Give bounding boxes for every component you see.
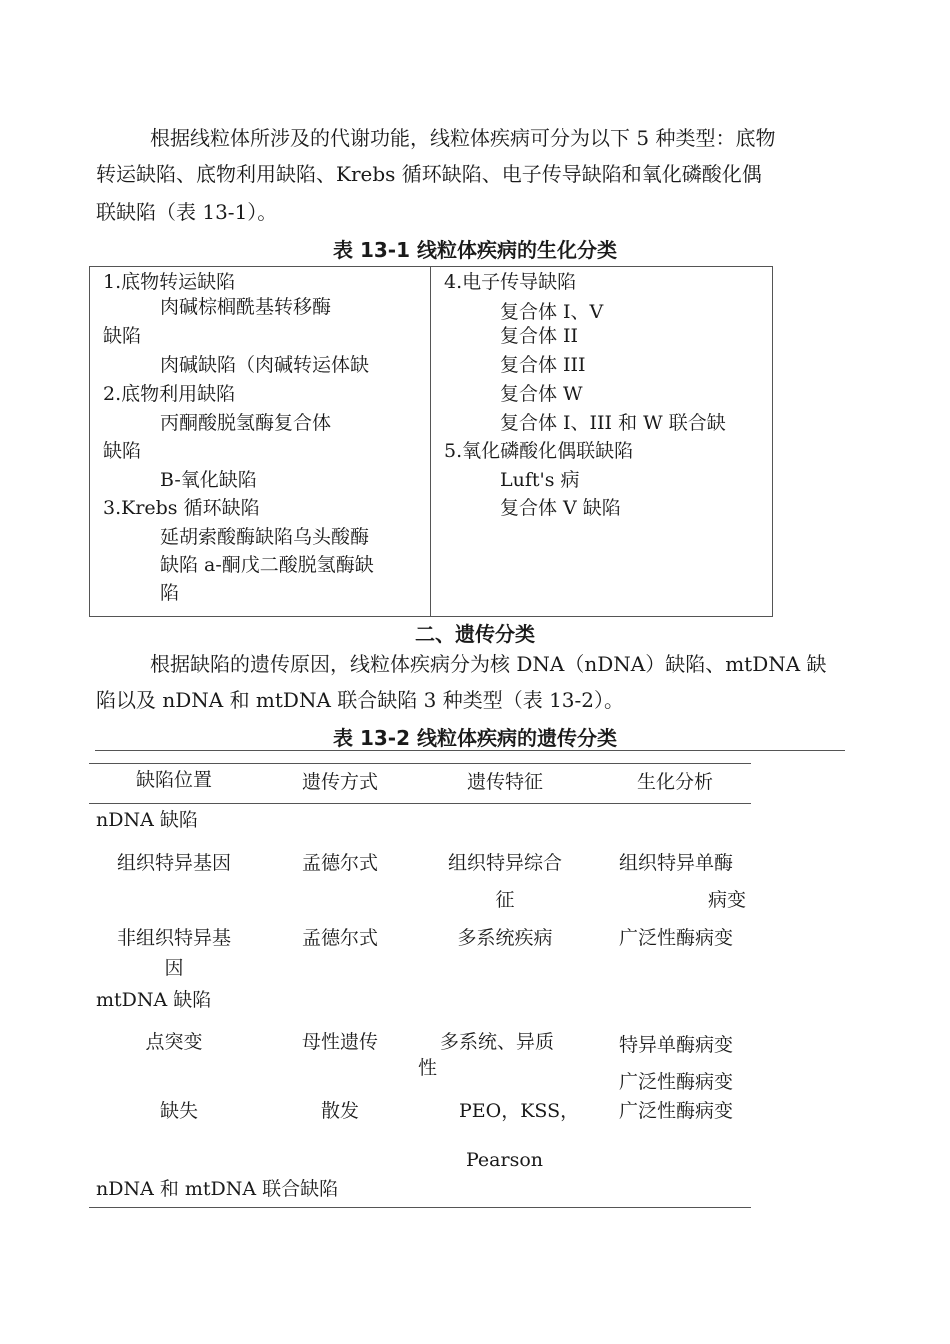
table1-right-line: 复合体 V 缺陷 <box>500 497 621 519</box>
table2-title: 表 13-2 线粒体疾病的遗传分类 <box>333 726 617 750</box>
table2-cell: 母性遗传 <box>301 1031 378 1053</box>
table2-header: 遗传方式 <box>301 771 378 793</box>
table2-cell: 征 <box>495 889 515 911</box>
table1-left-line: 3.Krebs 循环缺陷 <box>103 497 260 519</box>
table1-right-line: Luft's 病 <box>500 469 580 491</box>
table2-cell: 组织特异单酶 <box>618 852 733 874</box>
table2-bottom-rule <box>89 1207 751 1208</box>
table1-left-line: 肉碱棕榈酰基转移酶 <box>160 296 332 318</box>
table1-left-line: 丙酮酸脱氢酶复合体 <box>160 412 332 434</box>
table2-top-rule <box>95 750 845 751</box>
table1-left-line: 肉碱缺陷（肉碱转运体缺 <box>160 354 370 376</box>
table1-left-line: 1.底物转运缺陷 <box>103 271 236 293</box>
table2-cell: 多系统、异质 <box>440 1031 555 1053</box>
table1-right-line: 复合体 I、III 和 W 联合缺 <box>500 412 726 434</box>
table2-cell: 组织特异基因 <box>116 852 231 874</box>
table1-left-line: 缺陷 <box>103 325 142 347</box>
table1-right-line: 复合体 W <box>500 383 583 405</box>
table2-cell: 特异单酶病变 <box>618 1034 733 1056</box>
table2-cell: 孟德尔式 <box>301 852 378 874</box>
table2-cell: PEO，KSS， <box>459 1100 580 1122</box>
intro-line-3: 联缺陷（表 13-1）。 <box>96 200 278 224</box>
table2-header-bottom-rule <box>89 803 751 804</box>
table1-right-line: 复合体 III <box>500 354 586 376</box>
table2-cell: 广泛性酶病变 <box>618 1100 733 1122</box>
table1-right-line: 4.电子传导缺陷 <box>444 271 577 293</box>
table2-cell: 性 <box>418 1057 438 1079</box>
intro-line-1: 根据线粒体所涉及的代谢功能，线粒体疾病可分为以下 5 种类型：底物 <box>150 126 776 150</box>
table1-title: 表 13-1 线粒体疾病的生化分类 <box>333 238 617 262</box>
table2-group-label: nDNA 缺陷 <box>96 809 198 831</box>
table2-cell: 散发 <box>320 1100 359 1122</box>
table1-left-line: 缺陷 a-酮戊二酸脱氢酶缺 <box>160 554 374 576</box>
table2-cell: Pearson <box>466 1149 544 1171</box>
table2-cell: 组织特异综合 <box>447 852 562 874</box>
section-heading: 二、遗传分类 <box>415 622 535 646</box>
table2-cell: 广泛性酶病变 <box>618 927 733 949</box>
table2-cell: 非组织特异基 <box>116 927 231 949</box>
table1-left-line: 2.底物利用缺陷 <box>103 383 236 405</box>
table2-cell: 多系统疾病 <box>457 927 553 949</box>
table1-divider <box>430 266 431 616</box>
table1-left-line: 延胡索酸酶缺陷乌头酸酶 <box>160 526 370 548</box>
table1-right-line: 5.氧化磷酸化偶联缺陷 <box>444 440 634 462</box>
table2-group-label: nDNA 和 mtDNA 联合缺陷 <box>96 1178 339 1200</box>
table2-header: 缺陷位置 <box>135 769 212 791</box>
table2-header-top-rule <box>89 763 751 764</box>
table1-left-line: B-氧化缺陷 <box>160 469 257 491</box>
table2-cell: 孟德尔式 <box>301 927 378 949</box>
section2-line-2: 陷以及 nDNA 和 mtDNA 联合缺陷 3 种类型（表 13-2）。 <box>96 688 624 712</box>
table1-left-line: 陷 <box>160 582 180 604</box>
table2-header: 生化分析 <box>636 771 713 793</box>
table1-left-line: 缺陷 <box>103 440 142 462</box>
table2-cell: 因 <box>164 957 184 979</box>
table2-cell: 缺失 <box>159 1100 198 1122</box>
intro-line-2: 转运缺陷、底物利用缺陷、Krebs 循环缺陷、电子传导缺陷和氧化磷酸化偶 <box>96 162 762 186</box>
table2-group-label: mtDNA 缺陷 <box>96 989 212 1011</box>
table2-cell: 广泛性酶病变 <box>618 1071 733 1093</box>
table1-right-line: 复合体 II <box>500 325 579 347</box>
table2-cell: 点突变 <box>145 1031 203 1053</box>
table1-right-line: 复合体 I、V <box>500 301 604 323</box>
section2-line-1: 根据缺陷的遗传原因，线粒体疾病分为核 DNA（nDNA）缺陷、mtDNA 缺 <box>150 652 827 676</box>
table2-cell: 病变 <box>707 889 746 911</box>
table2-header: 遗传特征 <box>466 771 543 793</box>
